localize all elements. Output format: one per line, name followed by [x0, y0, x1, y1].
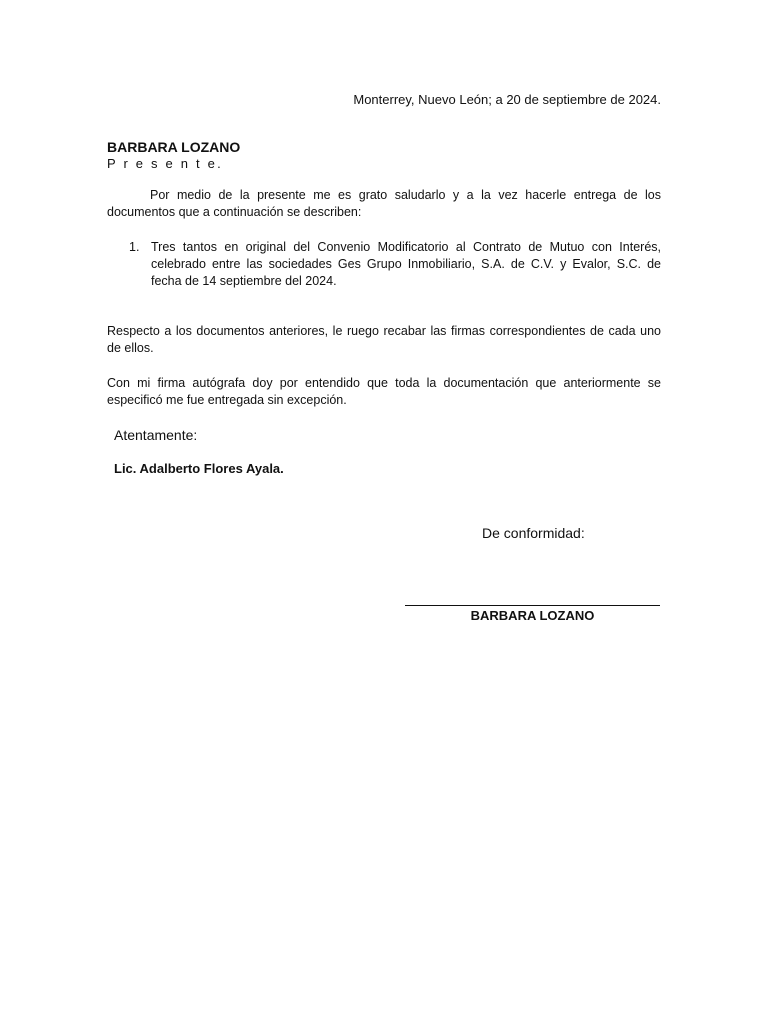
recipient-salutation: P r e s e n t e.	[107, 156, 223, 171]
list-item	[107, 239, 661, 290]
list-item-marker: 1.	[129, 240, 140, 254]
closing-text: Atentamente:	[114, 427, 198, 443]
intro-paragraph: Por medio de la presente me es grato saludarlo y a la vez hacerle entrega de los documentos que a continuación se describen:	[107, 188, 661, 219]
document-list	[107, 239, 661, 290]
recipient-name: BARBARA LOZANO	[107, 139, 241, 155]
conformity-label: De conformidad:	[482, 525, 585, 541]
signature-line	[405, 605, 660, 606]
date-line: Monterrey, Nuevo León; a 20 de septiembre de 2024.	[353, 92, 661, 107]
acknowledgement-paragraph: Con mi firma autógrafa doy por entendido que toda la documentación que anteriormente se especificó me fue entregada sin excepción.	[107, 376, 661, 407]
request-paragraph: Respecto a los documentos anteriores, le ruego recabar las firmas correspondientes de cada uno de ellos.	[107, 324, 661, 355]
signature-name: BARBARA LOZANO	[470, 608, 595, 623]
sender-name: Lic. Adalberto Flores Ayala.	[114, 461, 284, 476]
list-item-text: Tres tantos en original del Convenio Modificatorio al Contrato de Mutuo con Interés, celebrado entre las sociedades Ges Grupo Inmobiliario, S.A. de C.V. y Evalor, S.C. de fecha de 14 septiembre del 2024.	[151, 240, 661, 288]
